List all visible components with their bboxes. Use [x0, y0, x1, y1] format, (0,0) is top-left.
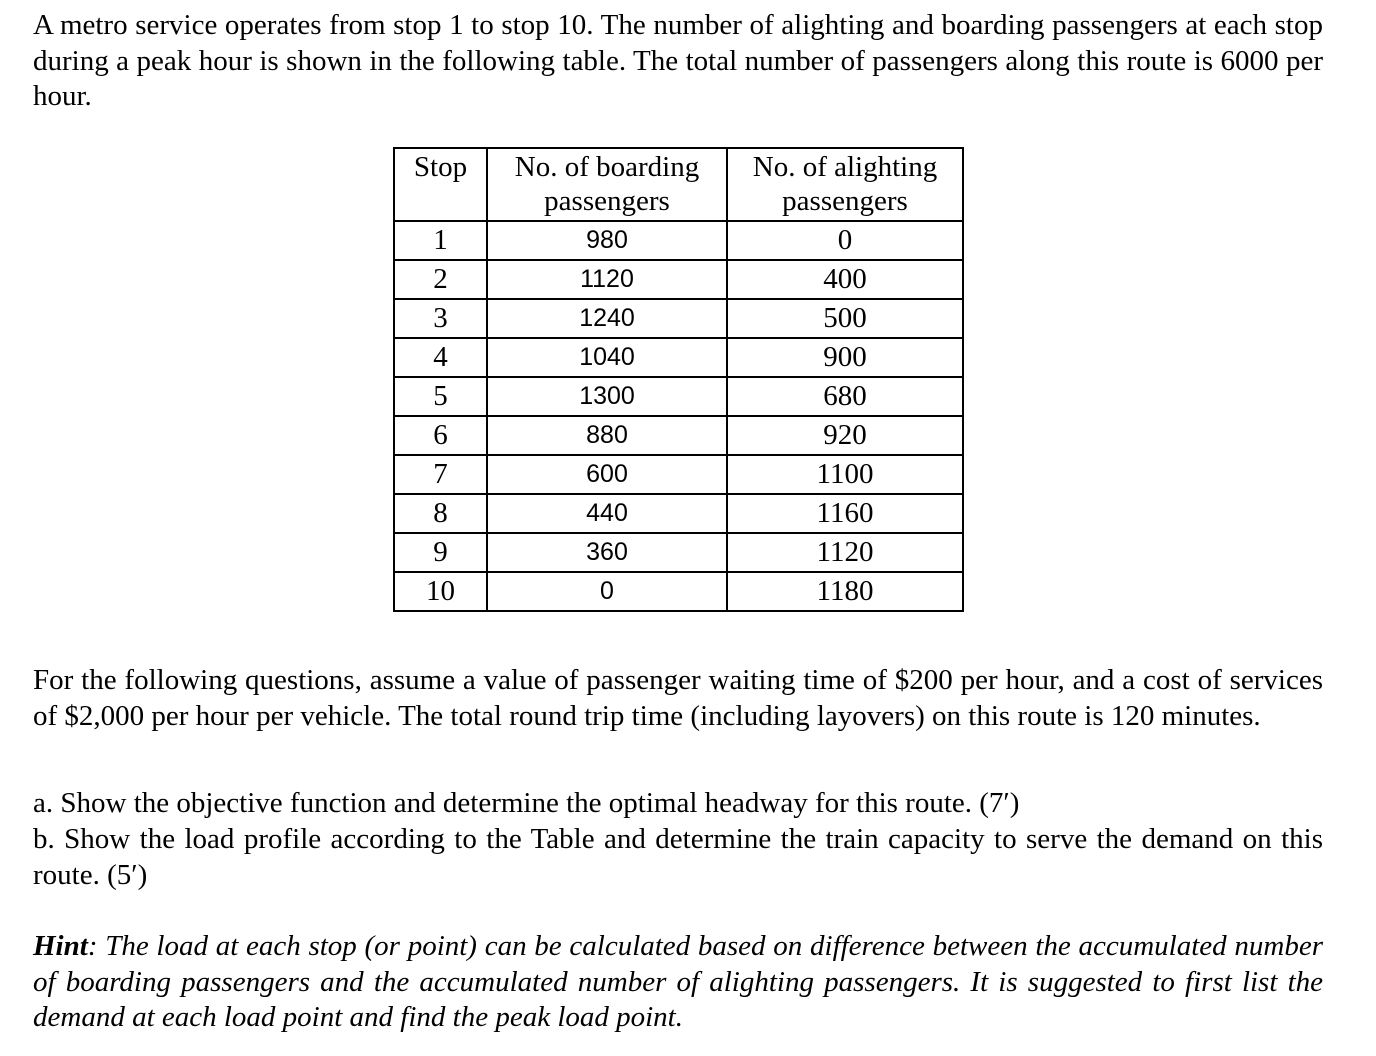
cell-boarding: 600: [487, 455, 727, 494]
table-row: [394, 260, 963, 299]
assumptions-paragraph: For the following questions, assume a value of passenger waiting time of $200 per hour, and a cost of services of $2,000 per hour per vehicle. The total round trip time (including layovers) on this route is 120 minutes.: [33, 664, 1323, 732]
header-boarding: No. of boarding passengers: [487, 148, 727, 221]
table-row: [394, 299, 963, 338]
cell-boarding: 980: [487, 221, 727, 260]
cell-stop: 1: [394, 221, 487, 260]
hint-paragraph: [33, 929, 1323, 1036]
cell-alighting: 400: [727, 260, 963, 299]
cell-alighting: 920: [727, 416, 963, 455]
table-row: [394, 533, 963, 572]
table-row: [394, 338, 963, 377]
hint-text: : The load at each stop (or point) can be calculated based on difference between the accumulated number of boarding passengers and the accumulated number of alighting passengers. It is suggested to first list the demand at each load point and find the peak load point.: [33, 930, 1323, 1033]
cell-stop: 6: [394, 416, 487, 455]
cell-boarding: 360: [487, 533, 727, 572]
header-stop: Stop: [394, 148, 487, 221]
cell-stop: 2: [394, 260, 487, 299]
cell-alighting: 0: [727, 221, 963, 260]
cell-alighting: 1180: [727, 572, 963, 611]
table-row: [394, 572, 963, 611]
cell-alighting: 900: [727, 338, 963, 377]
intro-paragraph: A metro service operates from stop 1 to stop 10. The number of alighting and boarding passengers at each stop during a peak hour is shown in the following table. The total number of passengers along this route is 6000 per hour.: [33, 9, 1323, 112]
cell-stop: 10: [394, 572, 487, 611]
cell-stop: 5: [394, 377, 487, 416]
cell-boarding: 1040: [487, 338, 727, 377]
hint-label: Hint: [33, 930, 88, 962]
table-row: [394, 377, 963, 416]
cell-boarding: 1240: [487, 299, 727, 338]
table-row: [394, 455, 963, 494]
table-row: [394, 221, 963, 260]
question-b: b. Show the load profile according to the Table and determine the train capacity to serve the demand on this route. (5′): [33, 823, 1323, 891]
cell-boarding: 1300: [487, 377, 727, 416]
cell-alighting: 1120: [727, 533, 963, 572]
cell-boarding: 880: [487, 416, 727, 455]
cell-boarding: 440: [487, 494, 727, 533]
passenger-table: [393, 147, 964, 612]
cell-alighting: 680: [727, 377, 963, 416]
table-header-row: [394, 148, 963, 221]
cell-alighting: 1160: [727, 494, 963, 533]
table-row: [394, 416, 963, 455]
cell-alighting: 500: [727, 299, 963, 338]
cell-stop: 7: [394, 455, 487, 494]
cell-stop: 4: [394, 338, 487, 377]
cell-stop: 3: [394, 299, 487, 338]
cell-alighting: 1100: [727, 455, 963, 494]
cell-boarding: 0: [487, 572, 727, 611]
question-a: a. Show the objective function and determine the optimal headway for this route. (7′): [33, 787, 1020, 819]
cell-boarding: 1120: [487, 260, 727, 299]
cell-stop: 8: [394, 494, 487, 533]
table-row: [394, 494, 963, 533]
cell-stop: 9: [394, 533, 487, 572]
header-alighting: No. of alighting passengers: [727, 148, 963, 221]
